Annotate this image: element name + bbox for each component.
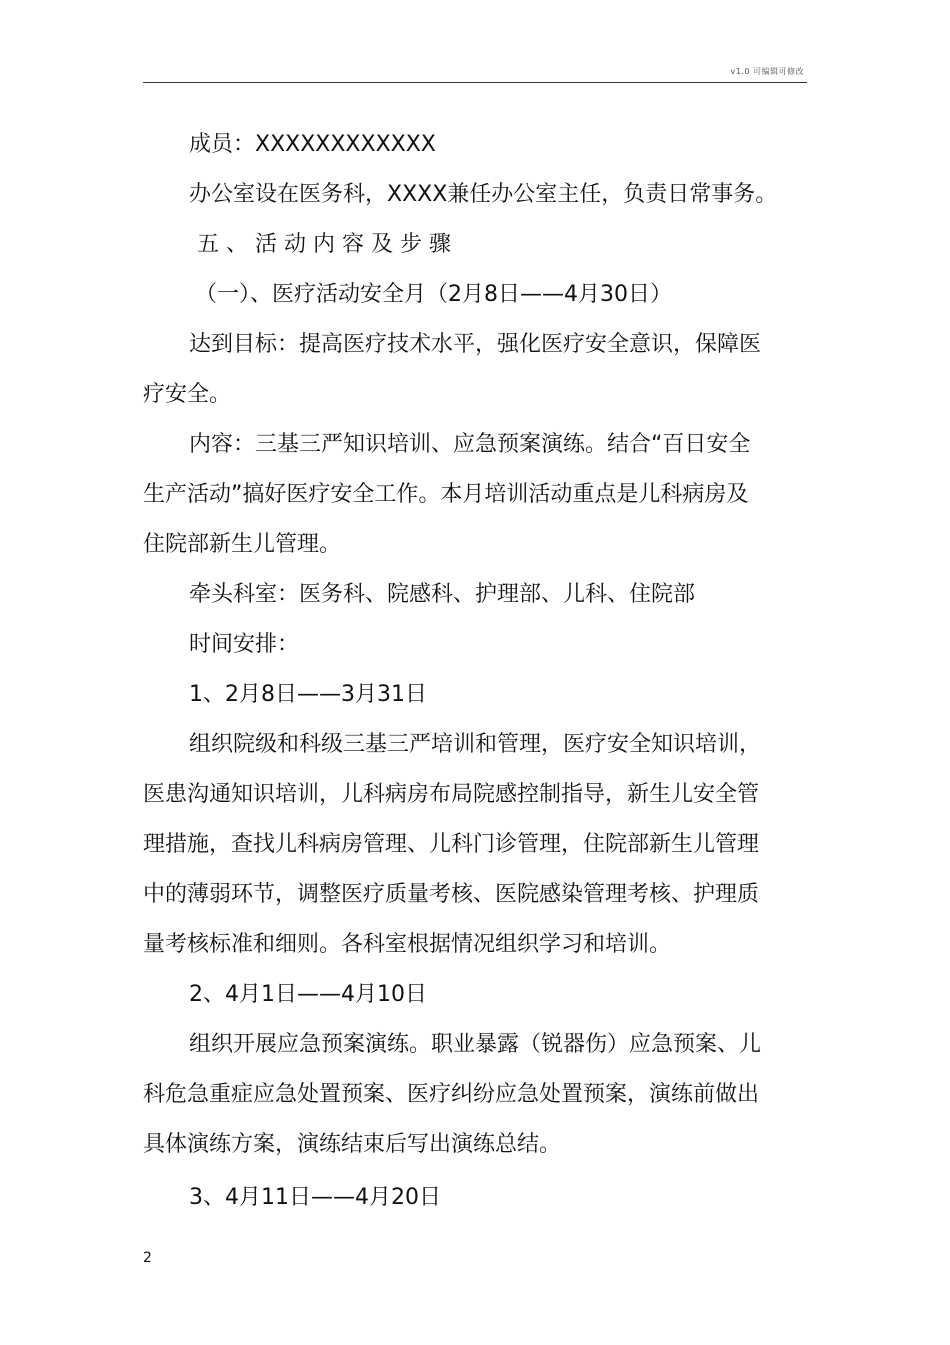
paragraph-office: 办公室设在医务科，XXXX兼任办公室主任，负责日常事务。 [189, 182, 778, 207]
paragraph-members: 成员：XXXXXXXXXXXX [189, 132, 436, 157]
schedule-item-1-line-4: 中的薄弱环节，调整医疗质量考核、医院感染管理考核、护理质 [143, 882, 760, 907]
paragraph-content-line-2: 生产活动”搞好医疗安全工作。本月培训活动重点是儿科病房及 [143, 482, 749, 507]
schedule-item-2-line-3: 具体演练方案，演练结束后写出演练总结。 [143, 1132, 562, 1157]
schedule-item-2-line-1: 组织开展应急预案演练。职业暴露（锐器伤）应急预案、儿 [189, 1032, 762, 1057]
paragraph-goal-line-2: 疗安全。 [143, 382, 232, 407]
schedule-item-2-heading: 2、4月1日——4月10日 [189, 982, 427, 1007]
paragraph-lead-departments: 牵头科室：医务科、院感科、护理部、儿科、住院部 [189, 582, 696, 607]
paragraph-schedule-label: 时间安排： [189, 632, 300, 657]
paragraph-content-line-1: 内容：三基三严知识培训、应急预案演练。结合“百日安全 [189, 432, 751, 457]
schedule-item-1-line-5: 量考核标准和细则。各科室根据情况组织学习和培训。 [143, 932, 672, 957]
schedule-item-1-line-2: 医患沟通知识培训，儿科病房布局院感控制指导，新生儿安全管 [143, 782, 760, 807]
schedule-item-3-heading: 3、4月11日——4月20日 [189, 1185, 441, 1210]
document-body [143, 120, 778, 1223]
paragraph-content-line-3: 住院部新生儿管理。 [143, 532, 342, 557]
header-rule [143, 82, 807, 83]
header-version-text: v1.0 可编辑可修改 [730, 67, 804, 76]
subsection-heading: （一）、医疗活动安全月（2月8日——4月30日） [195, 282, 672, 307]
schedule-item-1-line-3: 理措施，查找儿科病房管理、儿科门诊管理，住院部新生儿管理 [143, 832, 760, 857]
schedule-item-2-line-2: 科危急重症应急处置预案、医疗纠纷应急处置预案，演练前做出 [143, 1082, 760, 1107]
schedule-item-1-heading: 1、2月8日——3月31日 [189, 682, 427, 707]
section-heading: 五、活动内容及步骤 [197, 232, 459, 257]
page-number: 2 [143, 1250, 152, 1266]
schedule-item-1-line-1: 组织院级和科级三基三严培训和管理，医疗安全知识培训， [189, 732, 762, 757]
paragraph-goal-line-1: 达到目标：提高医疗技术水平，强化医疗安全意识，保障医 [189, 332, 762, 357]
